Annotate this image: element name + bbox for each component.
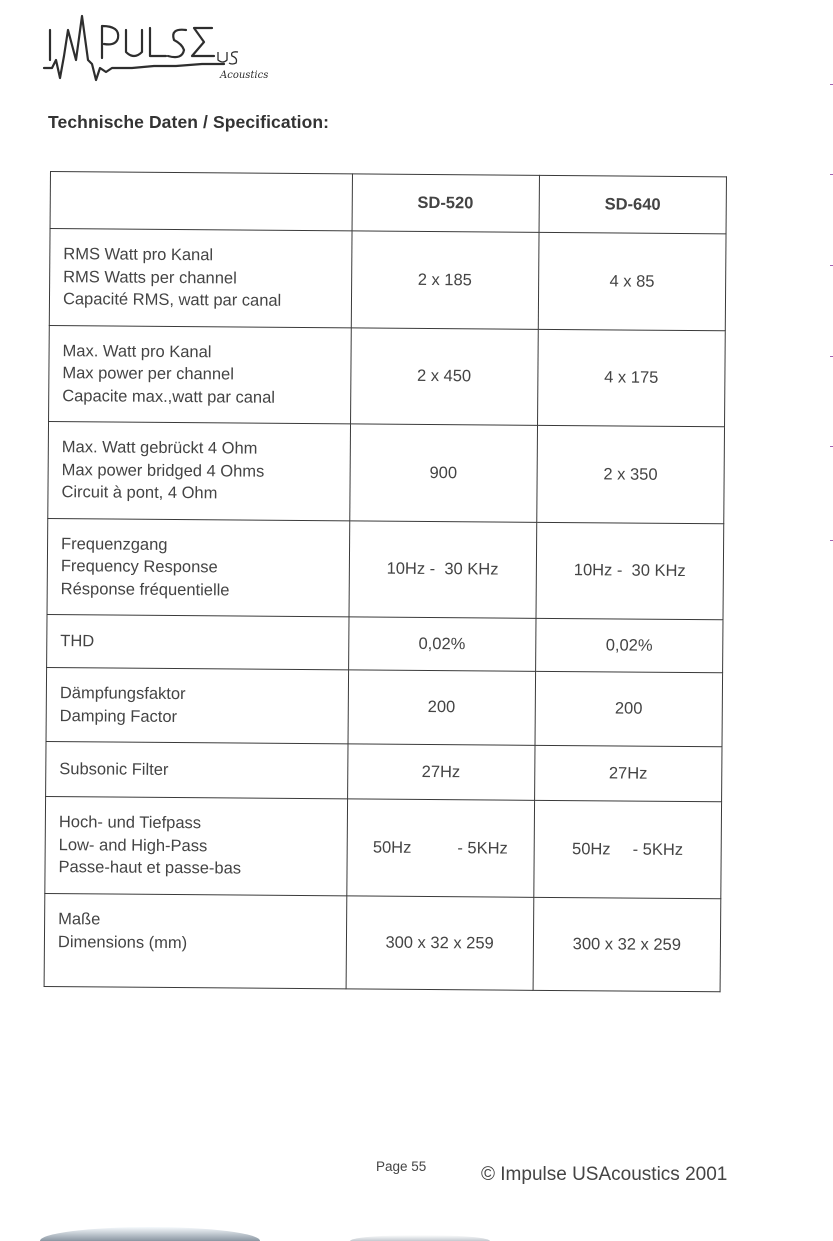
label-de: Max. Watt pro Kanal bbox=[62, 341, 212, 362]
label-fr: Résponse fréquentielle bbox=[60, 579, 230, 600]
column-header-sd520: SD-520 bbox=[352, 174, 540, 232]
label-en: Max power per channel bbox=[62, 364, 234, 384]
label-de: Maße bbox=[58, 910, 101, 929]
value-sd520: 27Hz bbox=[347, 744, 535, 800]
impulse-logo bbox=[42, 8, 272, 88]
page-heading: Technische Daten / Specification: bbox=[48, 112, 330, 132]
header-empty-cell bbox=[50, 172, 352, 231]
label-de: Max. Watt gebrückt 4 Ohm bbox=[61, 438, 258, 458]
page-number: Page 55 bbox=[376, 1159, 427, 1174]
label-text: Subsonic Filter bbox=[59, 759, 169, 779]
value-sd520: 200 bbox=[348, 670, 536, 745]
value-sd640: 4 x 175 bbox=[537, 329, 725, 426]
label-fr: Capacite max.,watt par canal bbox=[62, 386, 276, 407]
table-row bbox=[49, 325, 726, 426]
table-row bbox=[47, 518, 724, 619]
label-fr: Capacité RMS, watt par canal bbox=[62, 290, 282, 311]
value-sd520: 0,02% bbox=[348, 617, 536, 671]
value-from: 50Hz bbox=[372, 838, 412, 857]
value-sd520: 10Hz - 30 KHz bbox=[349, 521, 537, 618]
column-header-sd640: SD-640 bbox=[539, 175, 727, 233]
table-row bbox=[49, 229, 726, 331]
row-label bbox=[44, 893, 346, 988]
label-en: RMS Watts per channel bbox=[63, 267, 237, 288]
value-sd520 bbox=[346, 799, 534, 897]
value-sd640 bbox=[534, 800, 722, 898]
row-label bbox=[49, 325, 351, 423]
table-header-row bbox=[50, 172, 726, 234]
label-en: Max power bridged 4 Ohms bbox=[61, 460, 265, 481]
value-sd520: 2 x 185 bbox=[351, 231, 539, 329]
logo-sub-text: Acoustics bbox=[220, 70, 269, 81]
label-de: RMS Watt pro Kanal bbox=[63, 245, 214, 265]
value-sd640: 300 x 32 x 259 bbox=[533, 897, 721, 991]
row-label bbox=[46, 741, 348, 798]
row-label bbox=[48, 421, 350, 520]
row-label bbox=[47, 614, 349, 669]
value-to: - 5KHz bbox=[457, 838, 508, 858]
row-label bbox=[47, 518, 349, 616]
table-row bbox=[46, 741, 722, 801]
label-en: Frequency Response bbox=[60, 557, 218, 577]
scan-shadow bbox=[40, 1227, 260, 1241]
value-sd640: 0,02% bbox=[535, 618, 723, 672]
label-de: Dämpfungsfaktor bbox=[59, 684, 186, 704]
label-text: THD bbox=[60, 631, 95, 651]
label-en: Damping Factor bbox=[59, 706, 178, 726]
copyright-text: © Impulse USAcoustics 2001 bbox=[481, 1164, 728, 1185]
value-sd640: 2 x 350 bbox=[537, 425, 725, 523]
specification-table bbox=[44, 171, 727, 992]
value-sd520: 300 x 32 x 259 bbox=[346, 896, 534, 990]
label-en: Dimensions (mm) bbox=[57, 932, 188, 952]
table-row bbox=[45, 796, 722, 898]
scan-shadow bbox=[350, 1235, 490, 1241]
table-row bbox=[48, 421, 725, 523]
row-label bbox=[49, 229, 351, 328]
table-row bbox=[44, 893, 721, 991]
label-de: Frequenzgang bbox=[61, 534, 168, 554]
label-en: Low- and High-Pass bbox=[58, 835, 208, 856]
table-row bbox=[47, 614, 723, 672]
value-sd640: 4 x 85 bbox=[538, 232, 726, 330]
value-sd520: 900 bbox=[349, 424, 537, 522]
label-fr: Passe-haut et passe-bas bbox=[58, 858, 242, 878]
value-sd640: 27Hz bbox=[534, 745, 722, 801]
table-row bbox=[46, 667, 723, 746]
label-de: Hoch- und Tiefpass bbox=[58, 813, 202, 833]
value-sd520: 2 x 450 bbox=[350, 328, 538, 425]
label-fr: Circuit à pont, 4 Ohm bbox=[61, 483, 218, 503]
value-from: 50Hz bbox=[572, 839, 611, 858]
row-label bbox=[45, 796, 347, 895]
value-to: - 5KHz bbox=[632, 840, 684, 859]
row-label bbox=[46, 667, 348, 743]
value-sd640: 10Hz - 30 KHz bbox=[536, 522, 724, 619]
value-sd640: 200 bbox=[535, 671, 723, 746]
